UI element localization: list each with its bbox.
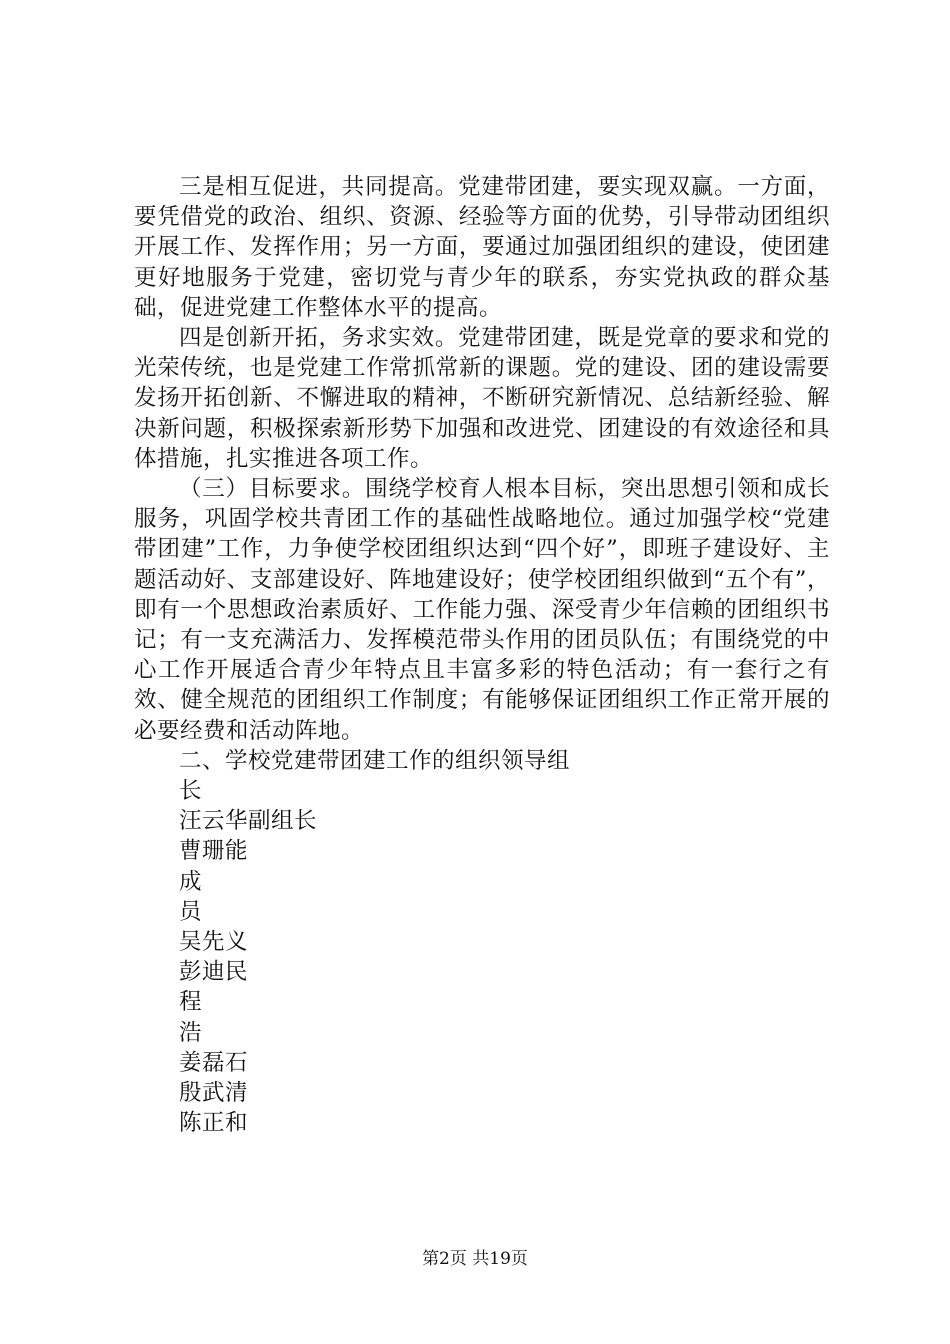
list-line-10: 姜磊石 <box>179 1049 249 1076</box>
paragraph-goals: （三）目标要求。围绕学校育人根本目标，突出思想引领和成长服务，巩固学校共青团工作的基础性战略地位。通过加强学校“党建带团建”工作，力争使学校团组织达到“四个好”，即班子建设好、主题活动好、支部建设好、阵地建设好；使学校团组织做到“五个有”，即有一个思想政治素质好、工作能力强、深受青少年信赖的团组织书记；有一支充满活力、发挥模范带头作用的团员队伍；有围绕党的中心工作开展适合青少年特点且丰富多彩的特色活动；有一套行之有效、健全规范的团组织工作制度；有能够保证团组织工作正常开展的必要经费和活动阵地。 <box>134 476 830 744</box>
list-line-4: 成 <box>179 868 203 895</box>
paragraph-innovation: 四是创新开拓，务求实效。党建带团建，既是党章的要求和党的光荣传统，也是党建工作常抓常新的课题。党的建设、团的建设需要发扬开拓创新、不懈进取的精神，不断研究新情况、总结新经验、解决新问题，积极探索新形势下加强和改进党、团建设的有效途径和具体措施，扎实推进各项工作。 <box>134 325 830 472</box>
paragraph-mutual-promotion: 三是相互促进，共同提高。党建带团建，要实现双赢。一方面，要凭借党的政治、组织、资源、经验等方面的优势，引导带动团组织开展工作、发挥作用；另一方面，要通过加强团组织的建设，使团建更好地服务于党建，密切党与青少年的联系，夯实党执政的群众基础，促进党建工作整体水平的提高。 <box>134 174 830 321</box>
list-line-11: 殷武清 <box>179 1080 249 1107</box>
list-line-5: 员 <box>179 898 203 925</box>
list-line-9: 浩 <box>179 1019 203 1046</box>
list-line-6: 吴先义 <box>179 929 249 956</box>
list-line-12: 陈正和 <box>179 1110 249 1137</box>
list-line-3: 曹珊能 <box>179 838 249 865</box>
list-line-2: 汪云华副组长 <box>179 808 318 835</box>
page-footer: 第2页 共19页 <box>422 1249 528 1269</box>
list-line-8: 程 <box>179 989 203 1016</box>
section-heading: 二、学校党建带团建工作的组织领导组 <box>179 747 571 774</box>
list-line-7: 彭迪民 <box>179 959 249 986</box>
document-body <box>134 172 830 1139</box>
list-line-1: 长 <box>179 778 203 805</box>
